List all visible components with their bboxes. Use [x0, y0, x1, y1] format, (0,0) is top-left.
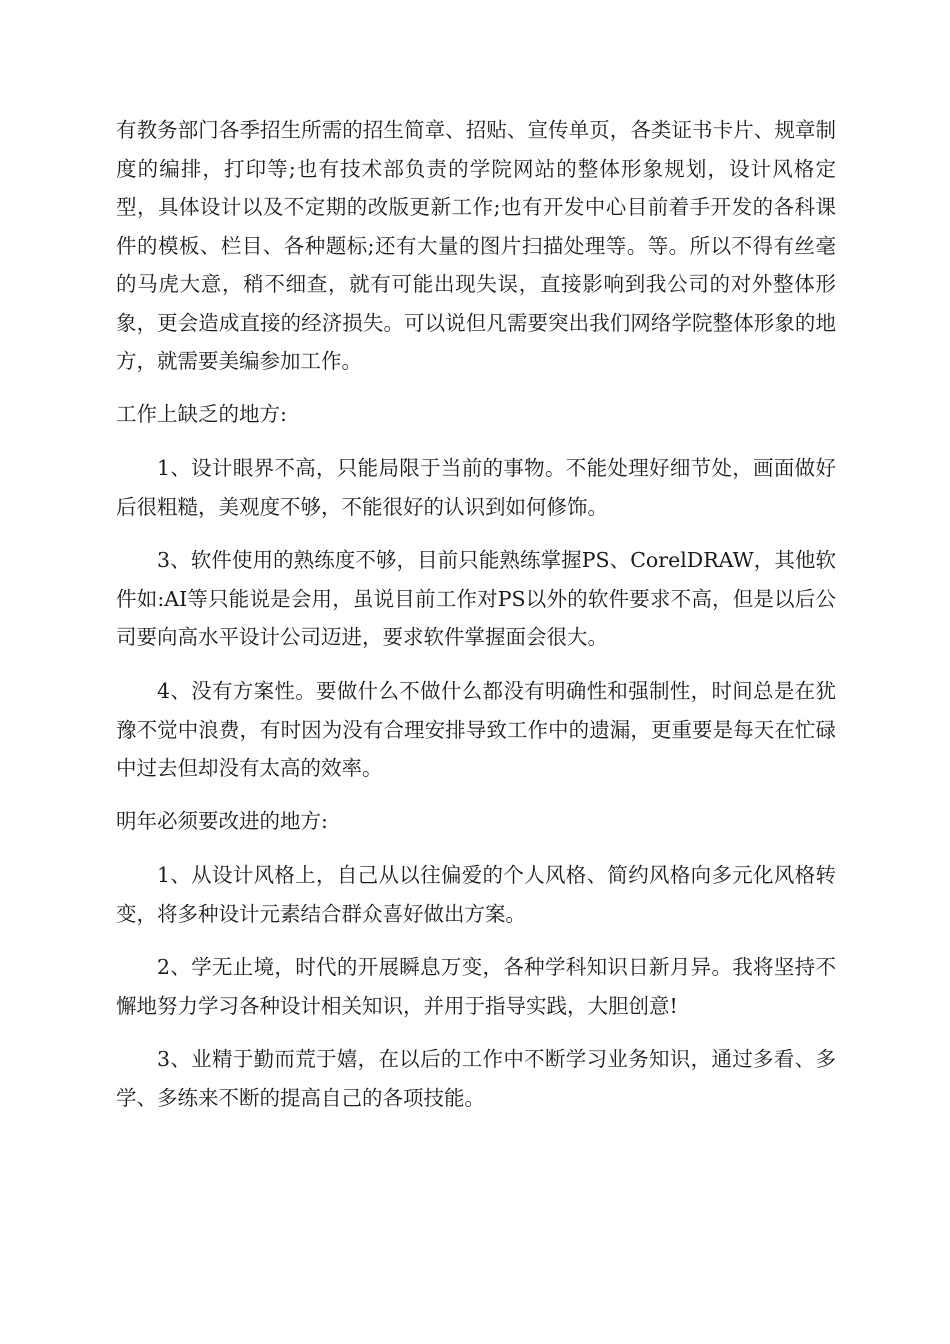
improvement-item-3: 3、业精于勤而荒于嬉，在以后的工作中不断学习业务知识，通过多看、多学、多练来不断的提高自己的各项技能。	[116, 1047, 836, 1110]
shortcoming-item-4: 4、没有方案性。要做什么不做什么都没有明确性和强制性，时间总是在犹豫不觉中浪费，有时因为没有合理安排导致工作中的遗漏，更重要是每天在忙碌中过去但却没有太高的效率。	[116, 679, 836, 780]
intro-paragraph: 有教务部门各季招生所需的招生简章、招贴、宣传单页，各类证书卡片、规章制度的编排，打印等;也有技术部负责的学院网站的整体形象规划，设计风格定型，具体设计以及不定期的改版更新工作;也有开发中心目前着手开发的各科课件的模板、栏目、各种题标;还有大量的图片扫描处理等。等。所以不得有丝毫的马虎大意，稍不细查，就有可能出现失误，直接影响到我公司的对外整体形象，更会造成直接的经济损失。可以说但凡需要突出我们网络学院整体形象的地方，就需要美编参加工作。	[116, 118, 836, 373]
improvements-heading: 明年必须要改进的地方:	[116, 809, 328, 833]
shortcomings-heading: 工作上缺乏的地方:	[116, 402, 287, 426]
shortcoming-item-3: 3、软件使用的熟练度不够，目前只能熟练掌握PS、CorelDRAW，其他软件如:AI等只能说是会用，虽说目前工作对PS以外的软件要求不高，但是以后公司要向高水平设计公司迈进，要求软件掌握面会很大。	[116, 548, 836, 649]
improvement-item-1: 1、从设计风格上，自己从以往偏爱的个人风格、简约风格向多元化风格转变，将多种设计元素结合群众喜好做出方案。	[116, 863, 836, 926]
shortcoming-item-1: 1、设计眼界不高，只能局限于当前的事物。不能处理好细节处，画面做好后很粗糙，美观度不够，不能很好的认识到如何修饰。	[116, 456, 836, 519]
improvement-item-2: 2、学无止境，时代的开展瞬息万变，各种学科知识日新月异。我将坚持不懈地努力学习各种设计相关知识，并用于指导实践，大胆创意!	[116, 955, 836, 1018]
